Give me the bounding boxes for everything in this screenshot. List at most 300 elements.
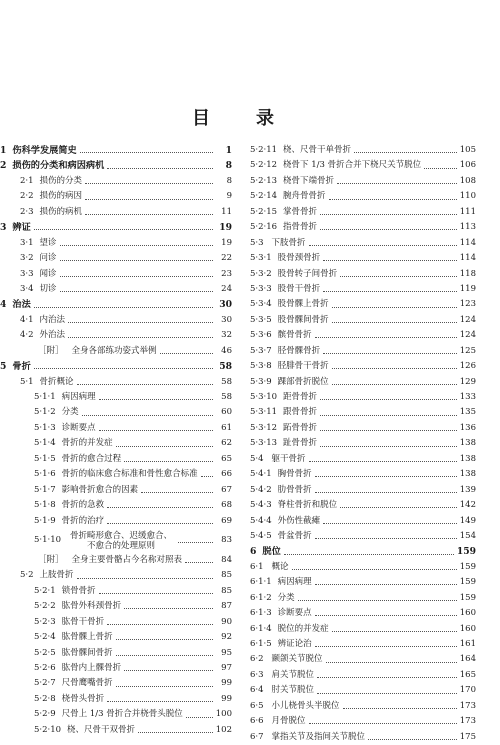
toc-entry-page: 138 bbox=[459, 438, 476, 449]
toc-entry-page: 159 bbox=[459, 561, 476, 572]
toc-entry-page: 138 bbox=[459, 453, 476, 464]
toc-entry[interactable] bbox=[250, 683, 476, 698]
toc-entry-label: 肱骨干骨折 bbox=[61, 616, 105, 627]
toc-entry[interactable] bbox=[0, 529, 232, 553]
toc-entry-page: 113 bbox=[459, 222, 476, 233]
toc-entry-page: 114 bbox=[459, 237, 476, 248]
toc-entry-number: 5·1·5 bbox=[34, 453, 56, 464]
toc-entry-page: 85 bbox=[221, 585, 232, 596]
toc-entry[interactable] bbox=[250, 143, 476, 158]
leader-dots bbox=[315, 492, 457, 493]
toc-entry-label: 尺骨鹰嘴骨折 bbox=[61, 678, 113, 689]
toc-entry[interactable] bbox=[0, 282, 232, 297]
toc-entry-label: 桡骨下 1/3 骨折合并下桡尺关节脱位 bbox=[283, 160, 422, 171]
toc-entry-page: 149 bbox=[459, 515, 476, 526]
toc-entry-number: 6·1·2 bbox=[250, 592, 272, 603]
leader-dots bbox=[326, 662, 457, 663]
toc-entry-number: 1 bbox=[0, 145, 7, 156]
toc-entry-label: 分类 bbox=[277, 592, 295, 603]
toc-entry[interactable] bbox=[0, 297, 232, 312]
toc-entry-label: 辨证论治 bbox=[277, 639, 312, 649]
toc-entry-label: 胫腓骨干骨折 bbox=[277, 361, 329, 372]
toc-entry-number: 6·3 bbox=[250, 669, 264, 680]
toc-entry[interactable] bbox=[0, 344, 232, 359]
toc-entry-page: 32 bbox=[221, 330, 232, 341]
toc-entry-page: 160 bbox=[459, 623, 476, 634]
toc-entry-label: 髌骨骨折 bbox=[277, 330, 312, 341]
toc-entry-number: 5·3·8 bbox=[250, 361, 272, 372]
leader-dots bbox=[332, 307, 457, 308]
toc-entry-label: 损伤的分类和病因病机 bbox=[12, 160, 105, 172]
toc-right-column bbox=[250, 143, 476, 745]
toc-entry-number: 5·2·16 bbox=[250, 222, 278, 233]
toc-entry-label: 概论 bbox=[271, 561, 289, 572]
toc-entry[interactable] bbox=[250, 344, 476, 359]
toc-entry-number: 6·6 bbox=[250, 716, 264, 727]
toc-entry-page: 11 bbox=[221, 206, 232, 217]
toc-entry-page: 90 bbox=[221, 616, 232, 627]
toc-entry-number: 5·3·10 bbox=[250, 392, 278, 402]
toc-entry-label: 肱骨髁间骨折 bbox=[61, 647, 113, 658]
leader-dots bbox=[332, 384, 457, 385]
toc-entry[interactable] bbox=[0, 251, 232, 266]
toc-entry[interactable] bbox=[250, 359, 476, 374]
toc-entry-label: 全身各部练功姿式举例 bbox=[71, 345, 157, 356]
leader-dots bbox=[329, 199, 457, 200]
toc-entry-label: 肱骨外科颈骨折 bbox=[61, 601, 122, 612]
toc-entry-number: 5·1·2 bbox=[34, 407, 56, 418]
leader-dots bbox=[340, 276, 457, 277]
toc-entry-number: 2·3 bbox=[20, 206, 34, 217]
toc-entry-page: 84 bbox=[221, 554, 232, 565]
toc-entry-page: 65 bbox=[221, 453, 232, 464]
toc-entry[interactable] bbox=[0, 568, 232, 583]
leader-dots bbox=[107, 168, 213, 169]
toc-entry[interactable] bbox=[250, 668, 476, 683]
toc-entry-label: 距骨骨折 bbox=[283, 392, 318, 402]
toc-entry-page: 160 bbox=[459, 608, 476, 619]
toc-entry[interactable] bbox=[0, 467, 232, 482]
toc-entry[interactable] bbox=[250, 282, 476, 297]
toc-entry[interactable] bbox=[250, 390, 476, 405]
leader-dots bbox=[317, 693, 457, 694]
toc-entry-page: 138 bbox=[459, 469, 476, 480]
toc-entry[interactable] bbox=[0, 452, 232, 467]
toc-entry-page: 102 bbox=[215, 724, 232, 735]
toc-entry[interactable] bbox=[0, 436, 232, 451]
toc-entry[interactable] bbox=[250, 452, 476, 467]
toc-entry[interactable] bbox=[250, 591, 476, 606]
toc-entry-page: 126 bbox=[459, 361, 476, 372]
toc-entry-page: 170 bbox=[459, 685, 476, 696]
toc-entry-number: 5·2·4 bbox=[34, 632, 56, 643]
toc-entry-number: 5·2·3 bbox=[34, 616, 56, 627]
toc-entry[interactable] bbox=[250, 622, 476, 637]
toc-entry-label: 掌指关节及指间关节脱位 bbox=[271, 731, 366, 742]
toc-entry[interactable] bbox=[250, 606, 476, 621]
toc-entry-number: ［附］ bbox=[38, 554, 64, 565]
toc-entry[interactable] bbox=[250, 251, 476, 266]
toc-entry-number: 2 bbox=[0, 160, 7, 172]
toc-entry-page: 110 bbox=[459, 191, 476, 202]
toc-entry-label: 骨折的急救 bbox=[61, 500, 105, 511]
toc-entry[interactable] bbox=[0, 359, 232, 374]
toc-entry[interactable] bbox=[250, 544, 476, 559]
leader-dots bbox=[141, 492, 213, 493]
leader-dots bbox=[315, 538, 457, 539]
leader-dots bbox=[320, 214, 457, 215]
leader-dots bbox=[107, 507, 213, 508]
leader-dots bbox=[60, 245, 213, 246]
toc-entry-page: 99 bbox=[221, 678, 232, 689]
toc-entry-number: 5·1 bbox=[20, 376, 34, 387]
leader-dots bbox=[337, 183, 457, 184]
leader-dots bbox=[34, 307, 213, 308]
toc-entry-number: 5·2·5 bbox=[34, 647, 56, 658]
toc-entry[interactable] bbox=[250, 436, 476, 451]
toc-entry-label: 桡、尺骨干单骨折 bbox=[283, 145, 352, 155]
toc-entry-number: 6·1·3 bbox=[250, 608, 272, 619]
leader-dots bbox=[309, 723, 457, 724]
leader-dots bbox=[99, 399, 213, 400]
toc-entry-label: 影响骨折愈合的因素 bbox=[61, 484, 139, 495]
toc-entry-number: 5·3·1 bbox=[250, 253, 272, 264]
toc-entry-label: 趾骨骨折 bbox=[283, 438, 318, 449]
toc-entry-label: 损伤的分类 bbox=[39, 175, 83, 186]
toc-entry-label: 外伤性截瘫 bbox=[277, 515, 321, 526]
leader-dots bbox=[315, 337, 457, 338]
toc-entry[interactable] bbox=[250, 514, 476, 529]
toc-entry-label: 桡骨头骨折 bbox=[61, 693, 105, 704]
toc-entry-label: 尺骨上 1/3 骨折合并桡骨头脱位 bbox=[61, 709, 183, 720]
toc-entry[interactable] bbox=[250, 483, 476, 498]
toc-entry-number: 4·1 bbox=[20, 314, 34, 325]
toc-entry-number: 5·4·1 bbox=[250, 469, 272, 480]
leader-dots bbox=[298, 600, 457, 601]
leader-dots bbox=[82, 415, 213, 416]
toc-entry-page: 30 bbox=[221, 314, 232, 325]
toc-entry[interactable] bbox=[250, 174, 476, 189]
toc-entry[interactable] bbox=[250, 652, 476, 667]
leader-dots bbox=[34, 229, 213, 230]
toc-entry-number: 6·1·1 bbox=[250, 577, 272, 588]
toc-entry-label: 锁骨骨折 bbox=[61, 585, 96, 596]
toc-entry[interactable] bbox=[0, 661, 232, 676]
toc-entry[interactable] bbox=[0, 676, 232, 691]
toc-entry[interactable] bbox=[0, 630, 232, 645]
toc-entry-label: 损伤的病因 bbox=[39, 191, 83, 202]
toc-entry-number: 5·2·14 bbox=[250, 191, 278, 202]
toc-entry[interactable] bbox=[0, 328, 232, 343]
toc-entry-number: 5·2·13 bbox=[250, 175, 278, 186]
toc-entry-label: 躯干骨折 bbox=[271, 453, 306, 464]
toc-entry[interactable] bbox=[250, 375, 476, 390]
toc-entry-label: 切诊 bbox=[39, 283, 57, 294]
toc-entry[interactable] bbox=[250, 730, 476, 745]
toc-entry-number: 4 bbox=[0, 299, 7, 311]
leader-dots bbox=[332, 368, 457, 369]
leader-dots bbox=[178, 542, 213, 543]
toc-entry-number: 5·3·12 bbox=[250, 422, 278, 433]
toc-entry-number: 5·4·5 bbox=[250, 530, 272, 541]
toc-entry-label: 股骨干骨折 bbox=[277, 283, 321, 294]
toc-entry-label: 病因病理 bbox=[61, 392, 96, 402]
toc-entry-page: 142 bbox=[459, 500, 476, 511]
toc-entry[interactable] bbox=[0, 615, 232, 630]
toc-entry[interactable] bbox=[0, 236, 232, 251]
toc-entry-number: 2·2 bbox=[20, 191, 34, 202]
toc-entry[interactable] bbox=[250, 498, 476, 513]
toc-entry-page: 61 bbox=[221, 422, 232, 433]
toc-entry-page: 46 bbox=[221, 345, 232, 356]
toc-entry[interactable] bbox=[0, 514, 232, 529]
leader-dots bbox=[201, 476, 213, 477]
toc-entry-number: 5·3·2 bbox=[250, 268, 272, 279]
toc-entry-number: 5·3·5 bbox=[250, 314, 272, 325]
toc-entry-page: 87 bbox=[221, 601, 232, 612]
toc-entry[interactable] bbox=[250, 467, 476, 482]
toc-entry-page: 159 bbox=[459, 592, 476, 603]
toc-entry[interactable] bbox=[0, 707, 232, 722]
leader-dots bbox=[80, 152, 213, 153]
toc-entry-number: 5·2·8 bbox=[34, 693, 56, 704]
toc-entry-page: 58 bbox=[221, 392, 232, 402]
toc-entry-page: 139 bbox=[459, 484, 476, 495]
toc-entry-label: 骨折的并发症 bbox=[61, 438, 113, 449]
toc-entry[interactable] bbox=[250, 405, 476, 420]
toc-entry[interactable] bbox=[250, 297, 476, 312]
toc-entry-label: 掌骨骨折 bbox=[283, 206, 318, 217]
toc-entry-page: 67 bbox=[221, 484, 232, 495]
toc-entry-number: 5·2·9 bbox=[34, 709, 56, 720]
toc-entry-page: 125 bbox=[459, 345, 476, 356]
leader-dots bbox=[340, 507, 457, 508]
toc-entry[interactable] bbox=[250, 313, 476, 328]
toc-entry-page: 58 bbox=[219, 361, 232, 373]
toc-entry-number: 5·1·1 bbox=[34, 392, 56, 402]
toc-entry-page: 95 bbox=[221, 647, 232, 658]
leader-dots bbox=[77, 578, 213, 579]
toc-entry[interactable] bbox=[0, 483, 232, 498]
leader-dots bbox=[77, 384, 213, 385]
toc-entry[interactable] bbox=[0, 390, 232, 405]
toc-entry-label: 损伤的病机 bbox=[39, 206, 83, 217]
toc-entry-page: 24 bbox=[221, 283, 232, 294]
toc-entry[interactable] bbox=[0, 158, 232, 173]
toc-entry-number: 5·4·3 bbox=[250, 500, 272, 511]
leader-dots bbox=[68, 322, 213, 323]
toc-entry-page: 8 bbox=[225, 160, 232, 172]
toc-entry-page: 135 bbox=[459, 407, 476, 418]
toc-entry-number: 3·4 bbox=[20, 283, 34, 294]
toc-entry[interactable] bbox=[250, 560, 476, 575]
toc-entry-page: 173 bbox=[459, 700, 476, 711]
leader-dots bbox=[60, 276, 213, 277]
toc-entry-page: 111 bbox=[459, 206, 476, 217]
leader-dots bbox=[323, 523, 457, 524]
toc-entry-label: 内治法 bbox=[39, 314, 66, 325]
toc-entry-label: 骨盆骨折 bbox=[277, 530, 312, 541]
toc-entry-label: 跖骨骨折 bbox=[283, 422, 318, 433]
toc-entry-number: 6 bbox=[250, 546, 257, 558]
toc-entry-page: 8 bbox=[226, 175, 232, 186]
toc-entry-number: 4·2 bbox=[20, 330, 34, 341]
toc-entry[interactable] bbox=[250, 699, 476, 714]
toc-entry-page: 68 bbox=[221, 500, 232, 511]
toc-entry[interactable] bbox=[250, 205, 476, 220]
leader-dots bbox=[116, 686, 213, 687]
toc-entry-label: 骨折的治疗 bbox=[61, 515, 105, 526]
toc-entry-page: 118 bbox=[459, 268, 476, 279]
toc-entry[interactable] bbox=[0, 553, 232, 568]
toc-entry[interactable] bbox=[0, 646, 232, 661]
toc-entry-page: 23 bbox=[221, 268, 232, 279]
toc-entry-label: 辨证 bbox=[12, 222, 31, 234]
leader-dots bbox=[368, 739, 457, 740]
toc-entry-number: 6·2 bbox=[250, 654, 264, 665]
toc-entry[interactable] bbox=[250, 637, 476, 652]
leader-dots bbox=[99, 593, 213, 594]
leader-dots bbox=[116, 655, 213, 656]
toc-entry-label: 下肢骨折 bbox=[271, 237, 306, 248]
toc-entry-page: 108 bbox=[459, 175, 476, 186]
toc-entry-number: 5·3·11 bbox=[250, 407, 278, 418]
toc-entry-number: 5·2·11 bbox=[250, 145, 278, 155]
leader-dots bbox=[292, 569, 457, 570]
toc-entry-page: 159 bbox=[459, 577, 476, 588]
leader-dots bbox=[107, 523, 213, 524]
leader-dots bbox=[107, 701, 213, 702]
toc-entry-label: 月骨脱位 bbox=[271, 716, 306, 727]
toc-entry[interactable] bbox=[250, 158, 476, 173]
leader-dots bbox=[124, 461, 213, 462]
toc-entry-number: 6·1·4 bbox=[250, 623, 272, 634]
leader-dots bbox=[186, 717, 213, 718]
toc-entry[interactable] bbox=[0, 375, 232, 390]
leader-dots bbox=[85, 214, 213, 215]
toc-entry-label: 骨折的临床愈合标准和骨性愈合标准 bbox=[61, 469, 198, 480]
toc-entry-label: 股骨髁间骨折 bbox=[277, 314, 329, 325]
toc-entry-page: 175 bbox=[459, 731, 476, 742]
toc-entry[interactable] bbox=[0, 421, 232, 436]
toc-entry[interactable] bbox=[250, 236, 476, 251]
toc-entry[interactable] bbox=[250, 267, 476, 282]
leader-dots bbox=[332, 322, 457, 323]
toc-entry[interactable] bbox=[0, 599, 232, 614]
toc-entry-number: 5·3·13 bbox=[250, 438, 278, 449]
leader-dots bbox=[34, 368, 213, 369]
toc-entry-label: 跟骨骨折 bbox=[283, 407, 318, 418]
toc-entry-page: 119 bbox=[459, 283, 476, 294]
toc-entry-label: 诊断要点 bbox=[61, 422, 96, 433]
toc-entry-label: 治法 bbox=[12, 299, 31, 311]
toc-entry[interactable] bbox=[250, 328, 476, 343]
toc-entry-number: 6·1 bbox=[250, 561, 264, 572]
leader-dots bbox=[99, 430, 213, 431]
toc-entry-number: 6·4 bbox=[250, 685, 264, 696]
toc-entry-label: 肱骨内上髁骨折 bbox=[61, 663, 122, 673]
toc-entry-number: 5·2·6 bbox=[34, 663, 56, 673]
toc-entry-page: 173 bbox=[459, 716, 476, 727]
toc-entry-label: 分类 bbox=[61, 407, 79, 418]
leader-dots bbox=[68, 337, 213, 338]
toc-entry[interactable] bbox=[0, 313, 232, 328]
toc-entry-label: 颞颌关节脱位 bbox=[271, 654, 323, 665]
toc-entry-page: 58 bbox=[221, 376, 232, 387]
toc-entry-label: 望诊 bbox=[39, 237, 57, 248]
toc-entry-number: 6·5 bbox=[250, 700, 264, 711]
leader-dots bbox=[343, 708, 457, 709]
toc-entry[interactable] bbox=[250, 421, 476, 436]
toc-entry[interactable] bbox=[250, 220, 476, 235]
toc-entry[interactable] bbox=[0, 220, 232, 235]
leader-dots bbox=[116, 446, 213, 447]
toc-entry[interactable] bbox=[0, 405, 232, 420]
toc-entry-label: 胫骨髁骨折 bbox=[277, 345, 321, 356]
toc-entry[interactable] bbox=[0, 692, 232, 707]
toc-entry-label: 桡骨下端骨折 bbox=[283, 175, 335, 186]
toc-entry-label: 问诊 bbox=[39, 253, 57, 264]
toc-entry-number: 5·2·1 bbox=[34, 585, 56, 596]
leader-dots bbox=[332, 631, 457, 632]
leader-dots bbox=[309, 461, 457, 462]
leader-dots bbox=[315, 615, 457, 616]
toc-entry[interactable] bbox=[0, 498, 232, 513]
toc-entry-number: 5·2·2 bbox=[34, 601, 56, 612]
toc-entry[interactable] bbox=[0, 143, 232, 158]
toc-entry[interactable] bbox=[0, 189, 232, 204]
toc-entry-page: 165 bbox=[459, 669, 476, 680]
toc-entry-label: 伤科学发展简史 bbox=[12, 145, 77, 156]
toc-entry-label: 肱骨髁上骨折 bbox=[61, 632, 113, 643]
toc-entry[interactable] bbox=[0, 205, 232, 220]
toc-entry[interactable] bbox=[250, 189, 476, 204]
toc-entry[interactable] bbox=[0, 267, 232, 282]
toc-entry[interactable] bbox=[250, 529, 476, 544]
toc-entry-label: 踝部骨折脱位 bbox=[277, 376, 329, 387]
leader-dots bbox=[323, 260, 457, 261]
toc-left-column bbox=[0, 143, 232, 738]
toc-entry-page: 62 bbox=[221, 438, 232, 449]
toc-entry-page: 83 bbox=[221, 535, 232, 546]
toc-entry[interactable] bbox=[250, 575, 476, 590]
toc-entry-page: 22 bbox=[221, 253, 232, 264]
toc-entry-number: 5·1·3 bbox=[34, 422, 56, 433]
leader-dots bbox=[107, 624, 213, 625]
toc-entry[interactable] bbox=[0, 174, 232, 189]
toc-entry-number: ［附］ bbox=[38, 345, 64, 356]
toc-entry[interactable] bbox=[0, 584, 232, 599]
toc-entry[interactable] bbox=[0, 723, 232, 738]
toc-entry-page: 123 bbox=[459, 299, 476, 310]
toc-entry[interactable] bbox=[250, 714, 476, 729]
leader-dots bbox=[160, 353, 213, 354]
toc-entry-label: 诊断要点 bbox=[277, 608, 312, 619]
toc-entry-page: 161 bbox=[459, 639, 476, 649]
toc-entry-number: 5·1·7 bbox=[34, 484, 56, 495]
toc-entry-number: 5·3·6 bbox=[250, 330, 272, 341]
toc-entry-number: 5·2·15 bbox=[250, 206, 278, 217]
leader-dots bbox=[315, 476, 457, 477]
toc-entry-page: 105 bbox=[459, 145, 476, 155]
toc-entry-label: 脱位的并发症 bbox=[277, 623, 329, 634]
toc-entry-number: 5·3·3 bbox=[250, 283, 272, 294]
toc-entry-label: 脊柱骨折和脱位 bbox=[277, 500, 338, 511]
leader-dots bbox=[320, 399, 457, 400]
toc-entry-label: 股骨颈骨折 bbox=[277, 253, 321, 264]
toc-entry-label: 病因病理 bbox=[277, 577, 312, 588]
leader-dots bbox=[320, 430, 457, 431]
